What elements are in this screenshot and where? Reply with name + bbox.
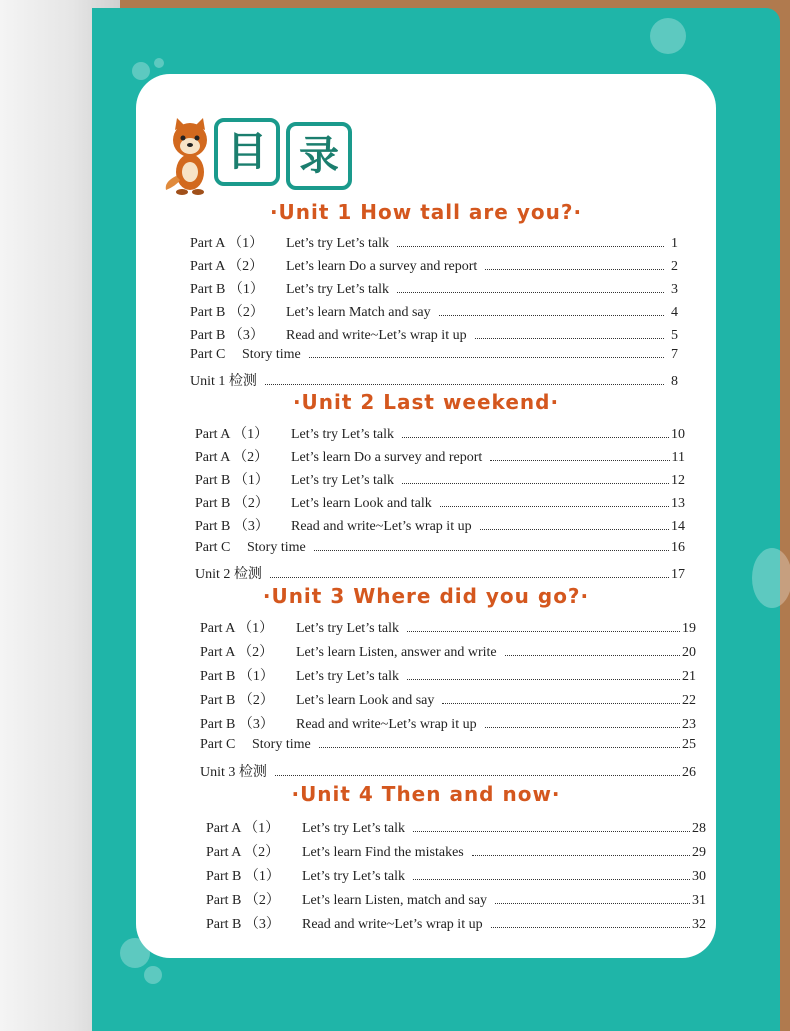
toc-part: Part B （3） bbox=[195, 519, 269, 534]
toc-row[interactable] bbox=[200, 689, 696, 709]
toc-row[interactable] bbox=[200, 617, 696, 637]
toc-part: Part B （2） bbox=[190, 305, 264, 320]
leader-dots bbox=[407, 679, 680, 680]
leader-dots bbox=[485, 727, 680, 728]
leader-dots bbox=[480, 529, 669, 530]
toc-page-number: 8 bbox=[671, 374, 678, 389]
toc-section: Read and write~Let’s wrap it up bbox=[291, 519, 472, 534]
toc-row[interactable] bbox=[195, 423, 685, 443]
unit-heading: ·Unit 3 Where did you go?· bbox=[262, 584, 590, 608]
toc-page-number: 12 bbox=[671, 473, 685, 488]
toc-section: Let’s learn Look and talk bbox=[291, 496, 432, 511]
leader-dots bbox=[490, 460, 669, 461]
toc-page-number: 4 bbox=[671, 305, 678, 320]
toc-page-number: 32 bbox=[692, 917, 706, 932]
toc-part: Part B （2） bbox=[206, 893, 280, 908]
toc-part: Part C bbox=[190, 347, 226, 362]
title-char-box bbox=[214, 118, 280, 186]
leader-dots bbox=[442, 703, 680, 704]
toc-part: Part A （1） bbox=[206, 821, 280, 836]
leader-dots bbox=[485, 269, 664, 270]
toc-page-number: 2 bbox=[671, 259, 678, 274]
leader-dots bbox=[413, 879, 690, 880]
toc-page-number: 3 bbox=[671, 282, 678, 297]
toc-part: Part B （3） bbox=[190, 328, 264, 343]
toc-row[interactable] bbox=[195, 446, 685, 466]
toc-row[interactable] bbox=[206, 913, 706, 933]
toc-section: Let’s try Let’s talk bbox=[302, 869, 406, 884]
toc-part: Part A （2） bbox=[206, 845, 280, 860]
leader-dots bbox=[407, 631, 680, 632]
toc-page-number: 20 bbox=[682, 645, 696, 660]
toc-row[interactable] bbox=[200, 665, 696, 685]
toc-row[interactable] bbox=[190, 255, 678, 275]
toc-page-number: 17 bbox=[671, 567, 685, 582]
toc-page-number: 13 bbox=[671, 496, 685, 511]
toc-section: Let’s try Let’s talk bbox=[296, 669, 400, 684]
leader-dots bbox=[275, 775, 680, 776]
toc-part: Part B （1） bbox=[195, 473, 269, 488]
toc-part: Unit 3 检测 bbox=[200, 765, 267, 780]
leader-dots bbox=[472, 855, 690, 856]
toc-part: Part B （2） bbox=[195, 496, 269, 511]
title-char-box bbox=[286, 122, 352, 190]
leader-dots bbox=[402, 437, 669, 438]
toc-part: Part B （1） bbox=[206, 869, 280, 884]
toc-row[interactable] bbox=[190, 301, 678, 321]
toc-part: Part C bbox=[200, 737, 236, 752]
toc-section: Read and write~Let’s wrap it up bbox=[286, 328, 467, 343]
toc-part: Part A （2） bbox=[190, 259, 264, 274]
toc-section: Read and write~Let’s wrap it up bbox=[302, 917, 483, 932]
decor-bubble bbox=[144, 966, 162, 984]
toc-page-number: 26 bbox=[682, 765, 696, 780]
toc-row[interactable] bbox=[200, 641, 696, 661]
toc-section: Let’s try Let’s talk bbox=[296, 621, 400, 636]
toc-row[interactable] bbox=[190, 370, 678, 390]
toc-page-number: 31 bbox=[692, 893, 706, 908]
toc-page-number: 7 bbox=[671, 347, 678, 362]
leader-dots bbox=[270, 577, 669, 578]
toc-section: Story time bbox=[252, 737, 311, 752]
leader-dots bbox=[495, 903, 690, 904]
toc-page-number: 19 bbox=[682, 621, 696, 636]
toc-row[interactable] bbox=[200, 761, 696, 781]
toc-part: Part A （1） bbox=[200, 621, 274, 636]
leader-dots bbox=[397, 292, 664, 293]
leader-dots bbox=[439, 315, 664, 316]
unit-heading: ·Unit 4 Then and now· bbox=[291, 782, 561, 806]
toc-page-number: 1 bbox=[671, 236, 678, 251]
toc-part: Part B （1） bbox=[190, 282, 264, 297]
toc-section: Story time bbox=[242, 347, 301, 362]
toc-row[interactable] bbox=[195, 540, 685, 556]
leader-dots bbox=[475, 338, 664, 339]
toc-row[interactable] bbox=[190, 324, 678, 344]
toc-page-number: 21 bbox=[682, 669, 696, 684]
leader-dots bbox=[397, 246, 664, 247]
toc-part: Part B （3） bbox=[200, 717, 274, 732]
toc-section: Let’s learn Listen, answer and write bbox=[296, 645, 497, 660]
title-char: 录 bbox=[299, 133, 339, 179]
toc-row[interactable] bbox=[190, 232, 678, 252]
toc-section: Let’s learn Match and say bbox=[286, 305, 431, 320]
toc-page-number: 22 bbox=[682, 693, 696, 708]
fox-mascot-icon bbox=[162, 116, 218, 196]
toc-row[interactable] bbox=[206, 889, 706, 909]
toc-row[interactable] bbox=[206, 817, 706, 837]
decor-bubble bbox=[752, 548, 790, 608]
toc-row[interactable] bbox=[195, 492, 685, 512]
toc-section: Let’s learn Listen, match and say bbox=[302, 893, 488, 908]
toc-row[interactable] bbox=[206, 865, 706, 885]
toc-page-number: 14 bbox=[671, 519, 685, 534]
toc-page-number: 28 bbox=[692, 821, 706, 836]
leader-dots bbox=[505, 655, 680, 656]
leader-dots bbox=[413, 831, 690, 832]
toc-part: Part A （2） bbox=[200, 645, 274, 660]
title-char: 目 bbox=[227, 129, 267, 175]
toc-section: Let’s learn Do a survey and report bbox=[286, 259, 478, 274]
toc-page-number: 16 bbox=[671, 540, 685, 555]
toc-page-number: 30 bbox=[692, 869, 706, 884]
toc-part: Part A （2） bbox=[195, 450, 269, 465]
toc-page-number: 25 bbox=[682, 737, 696, 752]
toc-page-number: 23 bbox=[682, 717, 696, 732]
toc-page-number: 5 bbox=[671, 328, 678, 343]
toc-row[interactable] bbox=[195, 563, 685, 583]
toc-row[interactable] bbox=[190, 347, 678, 363]
toc-row[interactable] bbox=[190, 278, 678, 298]
toc-row[interactable] bbox=[200, 737, 696, 753]
toc-section: Let’s try Let’s talk bbox=[291, 427, 395, 442]
toc-row[interactable] bbox=[195, 515, 685, 535]
leader-dots bbox=[402, 483, 669, 484]
toc-part: Part B （3） bbox=[206, 917, 280, 932]
toc-page-number: 29 bbox=[692, 845, 706, 860]
toc-row[interactable] bbox=[195, 469, 685, 489]
toc-part: Unit 2 检测 bbox=[195, 567, 262, 582]
toc-section: Let’s try Let’s talk bbox=[291, 473, 395, 488]
toc-header bbox=[162, 112, 362, 196]
decor-bubble bbox=[132, 62, 150, 80]
toc-page-number: 11 bbox=[671, 450, 685, 465]
decor-bubble bbox=[154, 58, 164, 68]
leader-dots bbox=[319, 747, 680, 748]
toc-section: Let’s try Let’s talk bbox=[302, 821, 406, 836]
toc-part: Part A （1） bbox=[190, 236, 264, 251]
unit-heading: ·Unit 1 How tall are you?· bbox=[269, 200, 583, 224]
toc-part: Part B （1） bbox=[200, 669, 274, 684]
toc-part: Part C bbox=[195, 540, 231, 555]
toc-part: Unit 1 检测 bbox=[190, 374, 257, 389]
toc-section: Let’s learn Find the mistakes bbox=[302, 845, 464, 860]
toc-section: Let’s try Let’s talk bbox=[286, 236, 390, 251]
toc-row[interactable] bbox=[206, 841, 706, 861]
decor-bubble bbox=[650, 18, 686, 54]
toc-section: Read and write~Let’s wrap it up bbox=[296, 717, 477, 732]
leader-dots bbox=[265, 384, 664, 385]
unit-heading: ·Unit 2 Last weekend· bbox=[292, 390, 560, 414]
leader-dots bbox=[309, 357, 664, 358]
toc-section: Let’s try Let’s talk bbox=[286, 282, 390, 297]
toc-section: Let’s learn Do a survey and report bbox=[291, 450, 483, 465]
leader-dots bbox=[314, 550, 669, 551]
toc-page-number: 10 bbox=[671, 427, 685, 442]
toc-part: Part A （1） bbox=[195, 427, 269, 442]
leader-dots bbox=[491, 927, 690, 928]
leader-dots bbox=[440, 506, 669, 507]
toc-part: Part B （2） bbox=[200, 693, 274, 708]
toc-section: Let’s learn Look and say bbox=[296, 693, 435, 708]
toc-section: Story time bbox=[247, 540, 306, 555]
toc-row[interactable] bbox=[200, 713, 696, 733]
